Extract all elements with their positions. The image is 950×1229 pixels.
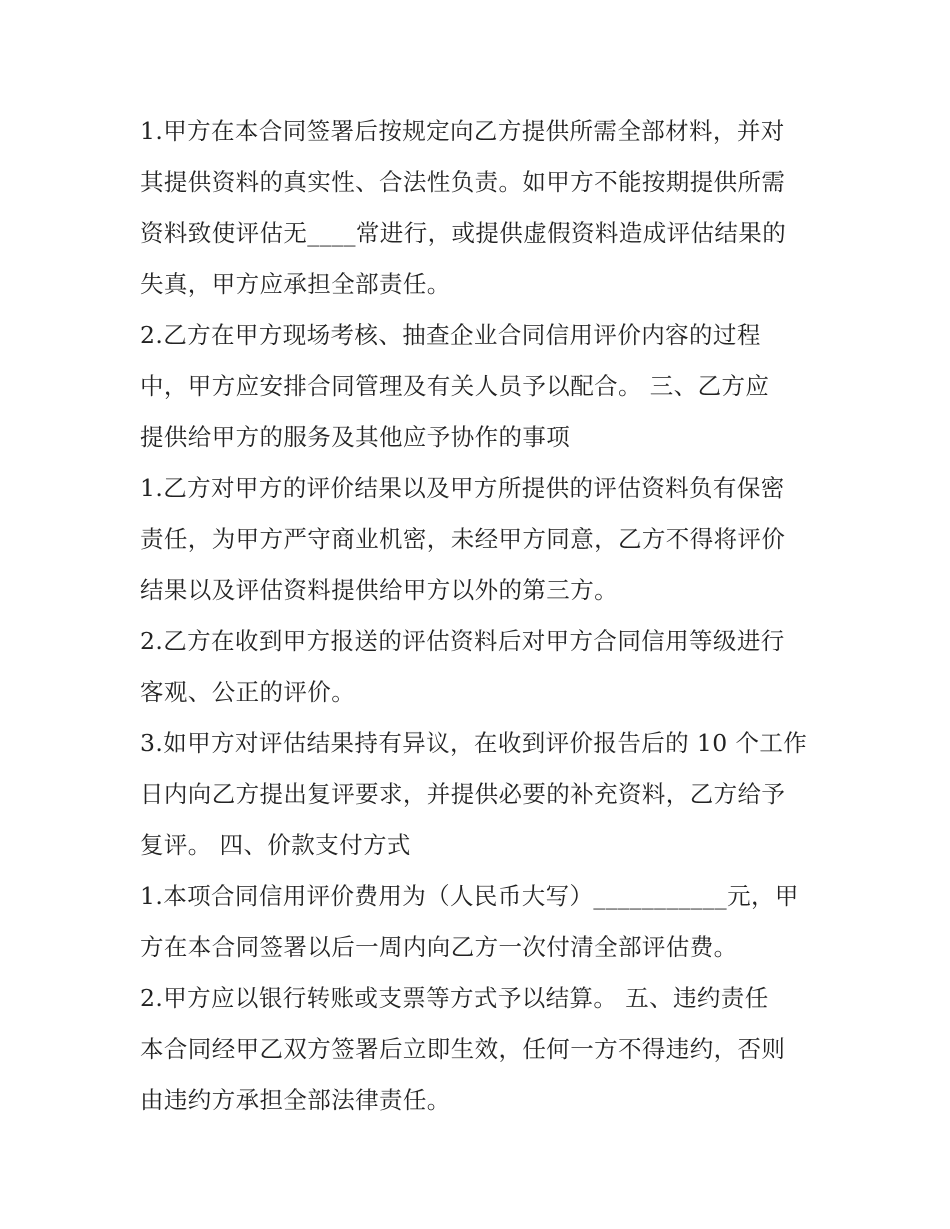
contract-body-text — [140, 106, 840, 1126]
text-line-12: 客观、公正的评价。 — [140, 678, 356, 706]
text-line-13: 3.如甲方对评估结果持有异议，在收到评价报告后的 10 个工作 — [140, 729, 808, 757]
text-line-14: 日内向乙方提出复评要求，并提供必要的补充资料，乙方给予 — [140, 780, 786, 808]
text-line-15: 复评。 四、价款支付方式 — [140, 831, 411, 859]
text-line-19: 本合同经甲乙双方签署后立即生效，任何一方不得违约，否则 — [140, 1035, 786, 1063]
text-line-17: 方在本合同签署以后一周内向乙方一次付清全部评估费。 — [140, 933, 738, 961]
text-line-4: 失真，甲方应承担全部责任。 — [140, 270, 451, 298]
text-line-6: 中，甲方应安排合同管理及有关人员予以配合。 三、乙方应 — [140, 372, 770, 400]
text-line-11: 2.乙方在收到甲方报送的评估资料后对甲方合同信用等级进行 — [140, 627, 785, 655]
text-line-1: 1.甲方在本合同签署后按规定向乙方提供所需全部材料，并对 — [140, 117, 785, 145]
text-line-3: 资料致使评估无____常进行，或提供虚假资料造成评估结果的 — [140, 219, 787, 247]
text-line-7: 提供给甲方的服务及其他应予协作的事项 — [140, 423, 571, 451]
text-line-8: 1.乙方对甲方的评价结果以及甲方所提供的评估资料负有保密 — [140, 474, 785, 502]
text-line-2: 其提供资料的真实性、合法性负责。如甲方不能按期提供所需 — [140, 168, 786, 196]
text-line-10: 结果以及评估资料提供给甲方以外的第三方。 — [140, 576, 618, 604]
text-line-9: 责任，为甲方严守商业机密，未经甲方同意，乙方不得将评价 — [140, 525, 786, 553]
text-line-16: 1.本项合同信用评价费用为（人民币大写）___________元，甲 — [140, 882, 799, 910]
text-line-20: 由违约方承担全部法律责任。 — [140, 1086, 451, 1114]
text-line-18: 2.甲方应以银行转账或支票等方式予以结算。 五、违约责任 — [140, 984, 769, 1012]
text-line-5: 2.乙方在甲方现场考核、抽查企业合同信用评价内容的过程 — [140, 321, 761, 349]
